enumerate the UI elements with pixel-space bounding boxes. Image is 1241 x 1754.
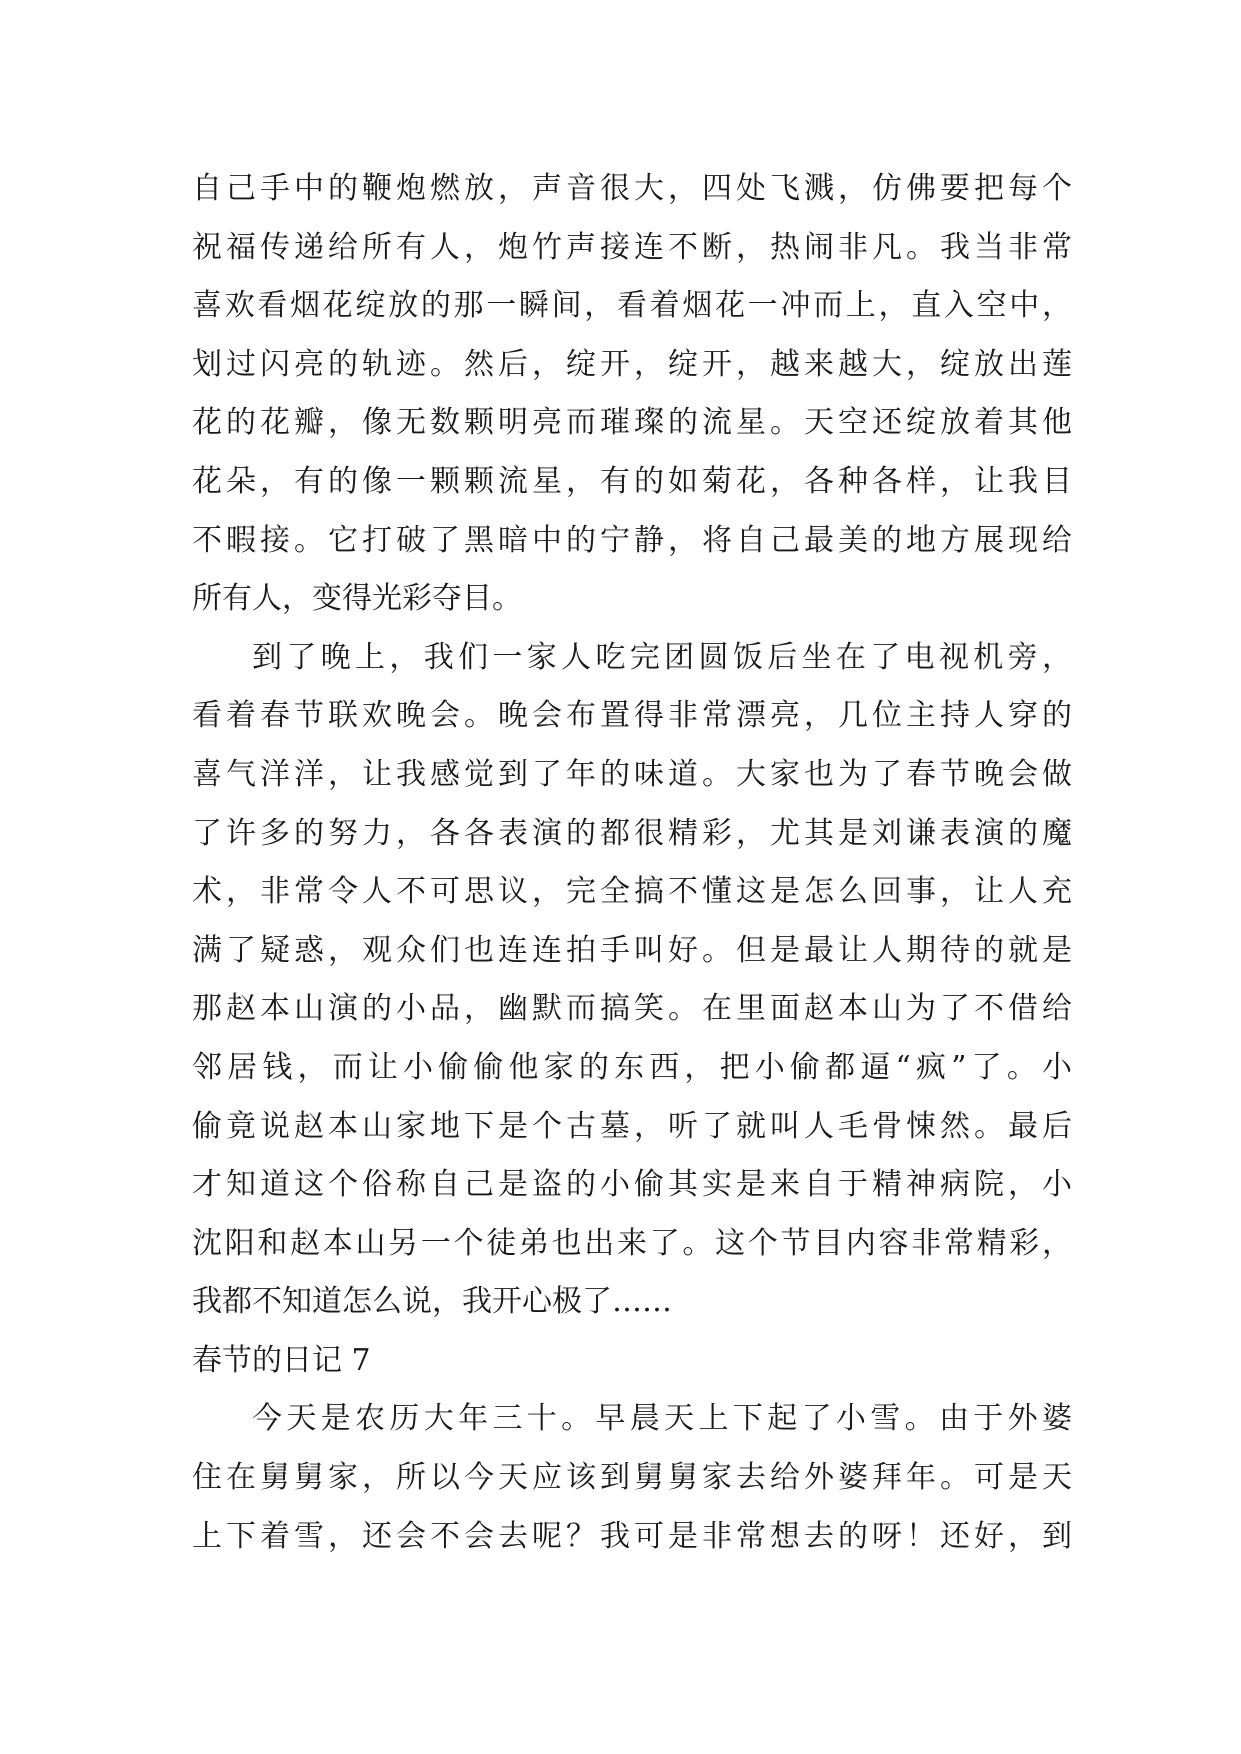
text-line: 划过闪亮的轨迹。然后，绽开，绽开，越来越大，绽放出莲: [192, 346, 1072, 382]
text-line: 自己手中的鞭炮燃放，声音很大，四处飞溅，仿佛要把每个: [192, 171, 1072, 206]
text-line: 到了晚上，我们一家人吃完团圆饭后坐在了电视机旁，: [252, 639, 1072, 675]
text-line: 那赵本山演的小品，幽默而搞笑。在里面赵本山为了不借给: [192, 991, 1072, 1027]
text-line: 看着春节联欢晚会。晚会布置得非常漂亮，几位主持人穿的: [192, 698, 1072, 734]
text-line: 偷竟说赵本山家地下是个古墓，听了就叫人毛骨悚然。最后: [192, 1108, 1072, 1144]
text-line: 邻居钱，而让小偷偷他家的东西，把小偷都逼“疯”了。小: [192, 1049, 1072, 1085]
paragraph-fireworks: [192, 160, 1072, 629]
text-line: 喜气洋洋，让我感觉到了年的味道。大家也为了春节晚会做: [192, 756, 1072, 792]
text-line: 术，非常令人不可思议，完全搞不懂这是怎么回事，让人充: [192, 874, 1072, 910]
paragraph-new-year-eve: [192, 1390, 1072, 1566]
text-line: 喜欢看烟花绽放的那一瞬间，看着烟花一冲而上，直入空中，: [192, 288, 1072, 324]
text-line: 住在舅舅家，所以今天应该到舅舅家去给外婆拜年。可是天: [192, 1460, 1072, 1496]
diary-heading: 春节的日记 7: [192, 1342, 371, 1378]
text-line: 我都不知道怎么说，我开心极了……: [192, 1284, 672, 1320]
text-line: 满了疑惑，观众们也连连拍手叫好。但是最让人期待的就是: [192, 932, 1072, 968]
text-line: 所有人，变得光彩夺目。: [192, 581, 522, 617]
text-line: 花朵，有的像一颗颗流星，有的如菊花，各种各样，让我目: [192, 463, 1072, 499]
text-line: 才知道这个俗称自己是盗的小偷其实是来自于精神病院，小: [192, 1167, 1072, 1203]
text-line: 上下着雪，还会不会去呢？我可是非常想去的呀！还好，到: [192, 1518, 1072, 1554]
text-line: 了许多的努力，各各表演的都很精彩，尤其是刘谦表演的魔: [192, 815, 1072, 851]
text-line: 今天是农历大年三十。早晨天上下起了小雪。由于外婆: [252, 1401, 1072, 1437]
text-line: 祝福传递给所有人，炮竹声接连不断，热闹非凡。我当非常: [192, 229, 1072, 265]
text-line: 花的花瓣，像无数颗明亮而璀璨的流星。天空还绽放着其他: [192, 405, 1072, 441]
text-line: 沈阳和赵本山另一个徒弟也出来了。这个节目内容非常精彩，: [192, 1225, 1072, 1261]
paragraph-gala: [192, 629, 1072, 1332]
text-line: 不暇接。它打破了黑暗中的宁静，将自己最美的地方展现给: [192, 522, 1072, 558]
body-text: [192, 160, 1072, 1566]
